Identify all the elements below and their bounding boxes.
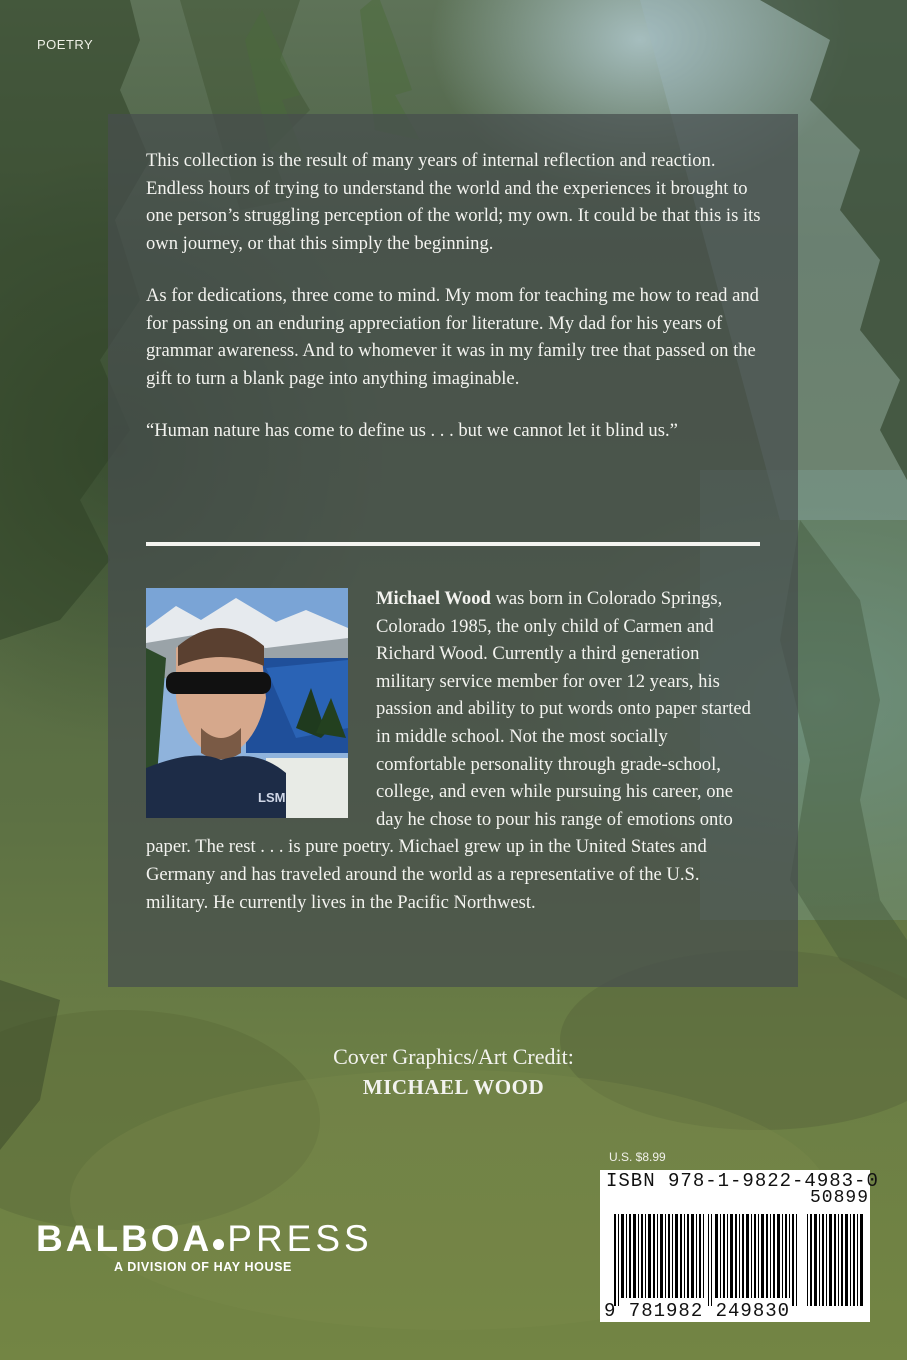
ean-digits: 9 781982 249830 <box>604 1300 791 1322</box>
divider-line <box>146 542 760 546</box>
book-blurb <box>146 147 766 470</box>
blurb-paragraph-2: As for dedications, three come to mind. My mom for teaching me how to read and for passing on an enduring appreciation for literature. My dad for his years of grammar awareness. And to whomever it was in my family tree that passed on the gift to turn a blank page into anything imaginable. <box>146 285 759 389</box>
logo-dot-icon <box>213 1239 224 1250</box>
barcode <box>600 1170 879 1322</box>
svg-text:LSM: LSM <box>258 790 286 805</box>
author-bio-text: was born in Colorado Springs, Colorado 1985, the only child of Carmen and Richard Wood. Currently a third generation military service member for over 12 years, his passion and ability to put words onto paper started in middle school. Not the most socially comfortable personality through grade-school, college, and even while pursuing his career, one day he chose to pour his range of emotions onto paper. The rest . . . is pure poetry. Michael grew up in the United States and Germany and has traveled around the world as a representative of the U.S. military. He currently lives in the Pacific Northwest. <box>146 588 751 913</box>
author-name: Michael Wood <box>376 588 491 609</box>
price-label: U.S. $8.99 <box>609 1150 666 1164</box>
publisher-name-light: PRESS <box>227 1218 373 1259</box>
cover-credit <box>0 1042 907 1102</box>
credit-label: Cover Graphics/Art Credit: <box>333 1044 574 1069</box>
blurb-quote: “Human nature has come to define us . . . but we cannot let it blind us.” <box>146 420 678 441</box>
price-code: 50899 <box>810 1188 870 1208</box>
credit-name: MICHAEL WOOD <box>362 1075 545 1099</box>
publisher-logo <box>36 1218 373 1274</box>
blurb-paragraph-1: This collection is the result of many years of internal reflection and reaction. Endless hours of trying to understand the world and the experiences it brought to one person’s struggling perception of the world; my own. It could be that this is its own journey, or that this simply the beginning. <box>146 150 761 254</box>
isbn-text: ISBN 978-1-9822-4983-0 <box>606 1170 879 1192</box>
publisher-name-bold: BALBOA <box>36 1218 213 1259</box>
publisher-division: A DIVISION OF HAY HOUSE <box>114 1260 292 1274</box>
genre-label: POETRY <box>37 37 94 52</box>
author-bio <box>146 585 760 916</box>
